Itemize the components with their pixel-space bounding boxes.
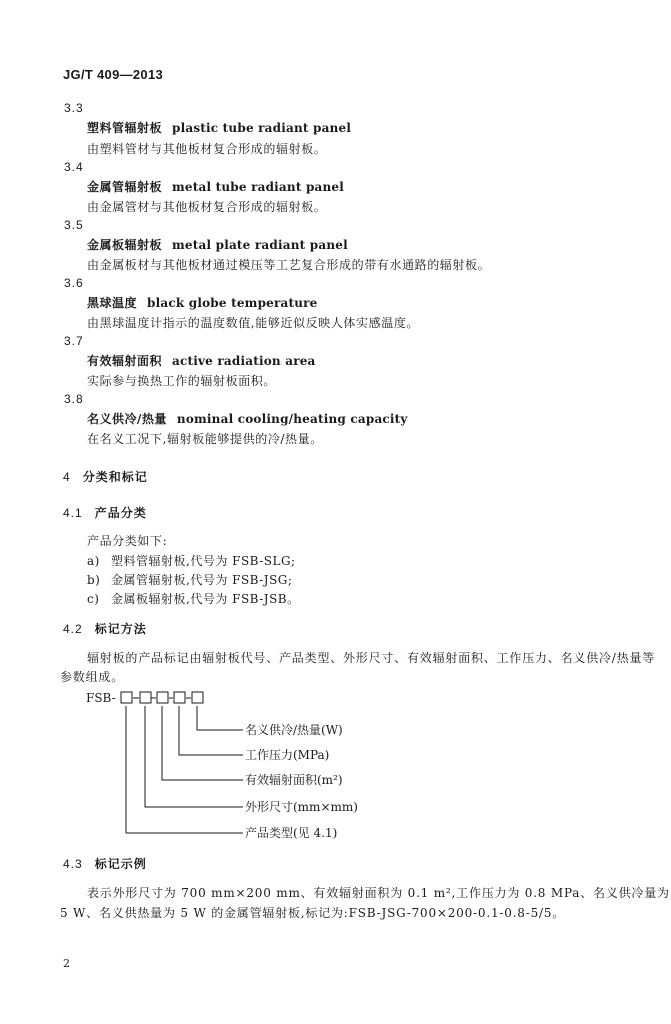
example-paragraph-line-2: 5 W、名义供热量为 5 W 的金属管辐射板,标记为:FSB-JSG-700×200-0.1-0.8-5/5。	[60, 906, 566, 920]
example-paragraph-line-1: 表示外形尺寸为 700 mm×200 mm、有效辐射面积为 0.1 m²,工作压力为 0.8 MPa、名义供冷量为	[87, 886, 670, 900]
placeholder-box	[121, 692, 132, 703]
term-en: metal plate radiant panel	[172, 238, 348, 252]
term-definition: 由塑料管材与其他板材复合形成的辐射板。	[87, 142, 327, 156]
placeholder-box	[157, 692, 168, 703]
marking-paragraph-line-2: 参数组成。	[60, 670, 125, 684]
term-zh: 金属板辐射板	[87, 238, 163, 252]
section-number: 4.2	[63, 622, 83, 636]
label-dimensions: 外形尺寸(mm×mm)	[245, 800, 358, 814]
section-number: 4.3	[63, 857, 83, 871]
term-number: 3.6	[64, 276, 84, 290]
term-zh: 金属管辐射板	[87, 180, 163, 194]
term-en: metal tube radiant panel	[172, 180, 345, 194]
term-en: active radiation area	[172, 354, 316, 368]
section-title: 标记示例	[94, 857, 147, 871]
label-product-type: 产品类型(见 4.1)	[245, 826, 338, 840]
leader-lines	[126, 706, 243, 833]
marking-paragraph-line-1: 辐射板的产品标记由辐射板代号、产品类型、外形尺寸、有效辐射面积、工作压力、名义供冷/热量等	[87, 651, 656, 665]
term-en: black globe temperature	[147, 296, 318, 310]
term-zh: 有效辐射面积	[87, 354, 163, 368]
list-item-text: 金属板辐射板,代号为 FSB-JSB。	[111, 592, 300, 606]
term-number: 3.4	[64, 160, 84, 174]
page-number: 2	[63, 957, 70, 970]
term-definition: 由金属管材与其他板材复合形成的辐射板。	[87, 200, 327, 214]
section-number: 4.1	[63, 506, 83, 520]
term-en: nominal cooling/heating capacity	[176, 412, 408, 426]
label-active-area: 有效辐射面积(m²)	[245, 773, 343, 787]
label-working-pressure: 工作压力(MPa)	[245, 748, 330, 762]
term-number: 3.8	[64, 392, 84, 406]
list-item-text: 金属管辐射板,代号为 FSB-JSG;	[111, 573, 293, 587]
term-number: 3.5	[64, 218, 84, 232]
term-definition: 在名义工况下,辐射板能够提供的冷/热量。	[87, 432, 323, 446]
term-zh: 名义供冷/热量	[87, 412, 167, 426]
section-number: 4	[63, 470, 71, 484]
classification-intro: 产品分类如下:	[87, 534, 168, 548]
list-marker: c)	[87, 592, 100, 606]
term-number: 3.3	[64, 101, 84, 115]
term-en: plastic tube radiant panel	[172, 121, 352, 135]
term-number: 3.7	[64, 334, 84, 348]
marking-prefix: FSB-	[86, 691, 116, 705]
list-marker: b)	[87, 573, 101, 587]
placeholder-box	[140, 692, 151, 703]
term-definition: 由黑球温度计指示的温度数值,能够近似反映人体实感温度。	[87, 316, 420, 330]
list-marker: a)	[87, 554, 100, 568]
section-title: 产品分类	[94, 506, 147, 520]
term-zh: 黑球温度	[87, 296, 138, 310]
label-nominal-capacity: 名义供冷/热量(W)	[245, 723, 343, 737]
term-zh: 塑料管辐射板	[87, 121, 163, 135]
standard-header: JG/T 409—2013	[63, 67, 164, 82]
section-title: 标记方法	[94, 622, 147, 636]
list-item-text: 塑料管辐射板,代号为 FSB-SLG;	[111, 554, 296, 568]
subsection-heading	[63, 858, 147, 870]
term-definition: 由金属板材与其他板材通过模压等工艺复合形成的带有水通路的辐射板。	[87, 258, 491, 272]
section-title: 分类和标记	[82, 470, 148, 484]
placeholder-box	[174, 692, 185, 703]
term-definition: 实际参与换热工作的辐射板面积。	[87, 374, 277, 388]
placeholder-box	[192, 692, 203, 703]
